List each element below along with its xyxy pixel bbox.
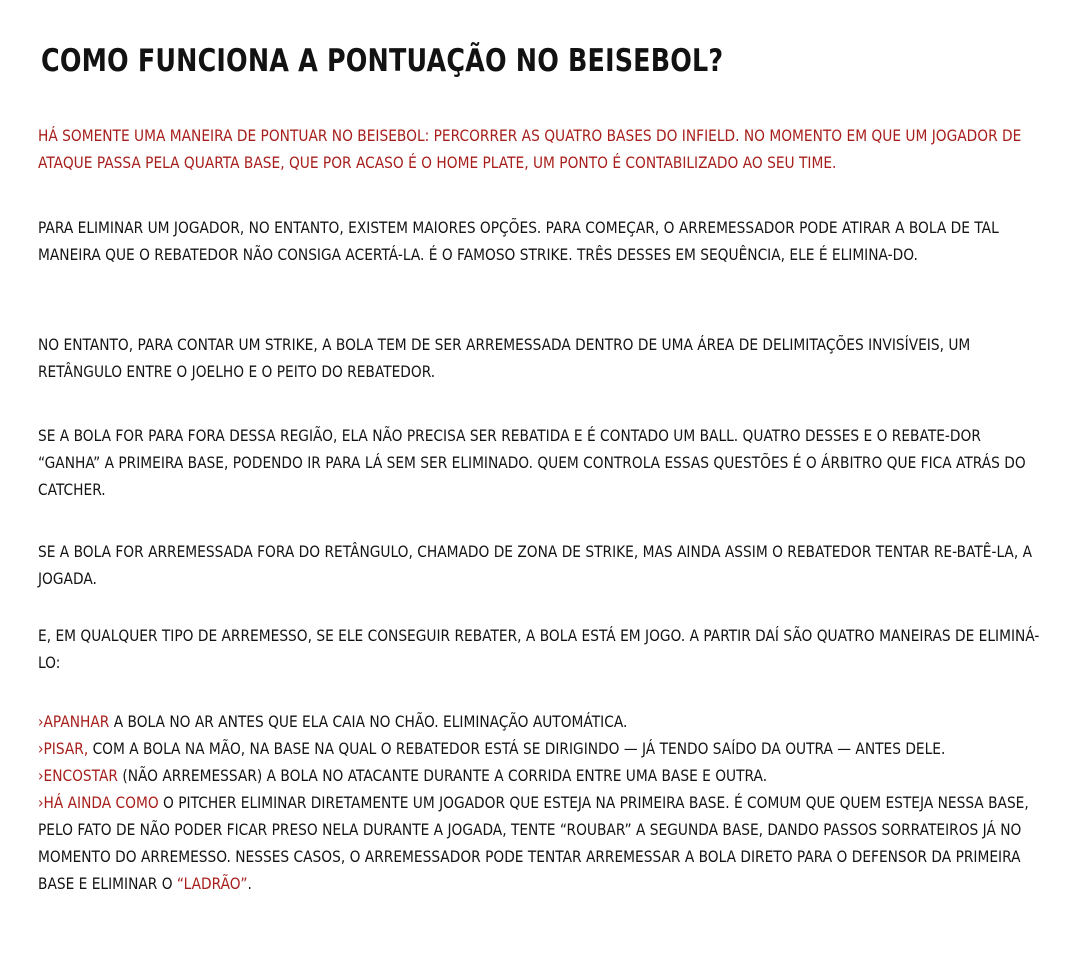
intro-paragraph: HÁ SOMENTE UMA MANEIRA DE PONTUAR NO BEISEBOL: PERCORRER AS QUATRO BASES DO INFIELD. NO MOMENTO EM QUE UM JOGADOR DE ATAQUE PASSA PELA QUARTA BASE, QUE POR ACASO É O HOME PLATE, UM PONTO É CONTABILIZADO AO SEU TIME. <box>38 126 1022 172</box>
bullet-end: . <box>247 874 252 893</box>
bullet-keyword: ›HÁ AINDA COMO <box>38 793 159 812</box>
paragraph-in-play: E, EM QUALQUER TIPO DE ARREMESSO, SE ELE CONSEGUIR REBATER, A BOLA ESTÁ EM JOGO. A PARTIR DAÍ SÃO QUATRO MANEIRAS DE ELIMINÁ-LO: <box>38 626 1040 672</box>
list-item <box>38 789 1044 897</box>
list-item <box>38 762 1044 789</box>
bullet-text: (NÃO ARREMESSAR) A BOLA NO ATACANTE DURANTE A CORRIDA ENTRE UMA BASE E OUTRA. <box>117 766 768 785</box>
list-item <box>38 735 1044 762</box>
page-title: COMO FUNCIONA A PONTUAÇÃO NO BEISEBOL? <box>41 43 724 79</box>
bullet-keyword: ›PISAR, <box>38 739 89 758</box>
paragraph-ball: SE A BOLA FOR PARA FORA DESSA REGIÃO, ELA NÃO PRECISA SER REBATIDA E É CONTADO UM BALL. QUATRO DESSES E O REBATE-DOR “GANHA” A PRIMEIRA BASE, PODENDO IR PARA LÁ SEM SER ELIMINADO. QUEM CONTROLA ESSAS QUESTÕES É O ÁRBITRO QUE FICA ATRÁS DO CATCHER. <box>38 426 1026 499</box>
bullet-text: O PITCHER ELIMINAR DIRETAMENTE UM JOGADOR QUE ESTEJA NA PRIMEIRA BASE. É COMUM QUE QUEM ESTEJA NESSA BASE, PELO FATO DE NÃO PODER FICAR PRESO NELA DURANTE A JOGADA, TENTE “ROUBAR” A SEGUNDA BASE, DANDO PASSOS SORRATEIROS JÁ NO MOMENTO DO ARREMESSO. NESSES CASOS, O ARREMESSADOR PODE TENTAR ARREMESSAR A BOLA DIRETO PARA O DEFENSOR DA PRIMEIRA BASE E ELIMINAR O <box>38 793 1029 893</box>
bullet-keyword: ›ENCOSTAR <box>38 766 118 785</box>
list-item <box>38 708 1044 735</box>
bullet-keyword: ›APANHAR <box>38 712 110 731</box>
paragraph-strike: PARA ELIMINAR UM JOGADOR, NO ENTANTO, EXISTEM MAIORES OPÇÕES. PARA COMEÇAR, O ARREMESSADOR PODE ATIRAR A BOLA DE TAL MANEIRA QUE O REBATEDOR NÃO CONSIGA ACERTÁ-LA. É O FAMOSO STRIKE. TRÊS DESSES EM SEQUÊNCIA, ELE É ELIMINA-DO. <box>38 218 999 264</box>
bullet-text: COM A BOLA NA MÃO, NA BASE NA QUAL O REBATEDOR ESTÁ SE DIRIGINDO — JÁ TENDO SAÍDO DA OUTRA — ANTES DELE. <box>88 739 946 758</box>
paragraph-out-of-zone: SE A BOLA FOR ARREMESSADA FORA DO RETÂNGULO, CHAMADO DE ZONA DE STRIKE, MAS AINDA ASSIM O REBATEDOR TENTAR RE-BATÊ-LA, A JOGADA. <box>38 542 1032 588</box>
bullet-text: A BOLA NO AR ANTES QUE ELA CAIA NO CHÃO. ELIMINAÇÃO AUTOMÁTICA. <box>109 712 628 731</box>
bullet-quote: “LADRÃO” <box>176 874 248 893</box>
elimination-methods-list <box>38 708 1044 897</box>
paragraph-strike-zone: NO ENTANTO, PARA CONTAR UM STRIKE, A BOLA TEM DE SER ARREMESSADA DENTRO DE UMA ÁREA DE DELIMITAÇÕES INVISÍVEIS, UM RETÂNGULO ENTRE O JOELHO E O PEITO DO REBATEDOR. <box>38 335 971 381</box>
